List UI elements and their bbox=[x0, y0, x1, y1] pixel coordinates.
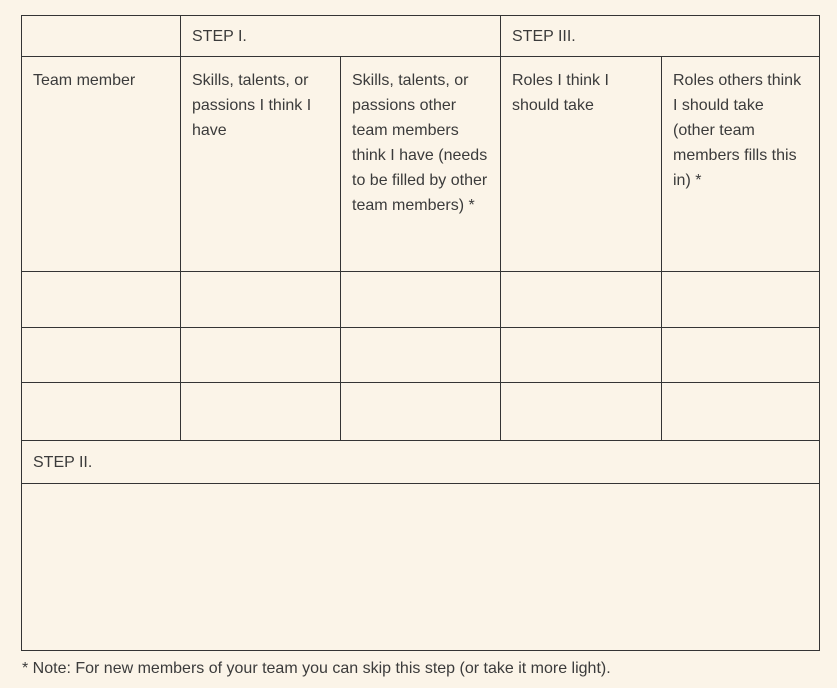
entry-cell-skills-others[interactable] bbox=[341, 328, 501, 383]
entry-cell-roles-others[interactable] bbox=[662, 328, 820, 383]
entry-cell-roles-self[interactable] bbox=[501, 272, 662, 328]
footnote: * Note: For new members of your team you can skip this step (or take it more light). bbox=[22, 660, 611, 677]
entry-cell-member[interactable] bbox=[22, 383, 181, 441]
step-band-row bbox=[22, 16, 820, 57]
entry-cell-roles-others[interactable] bbox=[662, 272, 820, 328]
column-header-team-member: Team member bbox=[22, 57, 181, 272]
entry-cell-skills-self[interactable] bbox=[181, 272, 341, 328]
step2-band-row bbox=[22, 441, 820, 484]
entry-cell-roles-self[interactable] bbox=[501, 383, 662, 441]
column-header-roles-others: Roles others think I should take (other team members fills this in) * bbox=[662, 57, 820, 272]
entry-cell-roles-self[interactable] bbox=[501, 328, 662, 383]
entry-cell-member[interactable] bbox=[22, 328, 181, 383]
entry-cell-skills-self[interactable] bbox=[181, 383, 341, 441]
step2-header: STEP II. bbox=[22, 441, 820, 484]
worksheet-table bbox=[21, 15, 820, 651]
step2-area-row bbox=[22, 484, 820, 651]
column-header-roles-self: Roles I think I should take bbox=[501, 57, 662, 272]
column-header-row bbox=[22, 57, 820, 272]
step1-header: STEP I. bbox=[181, 16, 501, 57]
step2-answer-area[interactable] bbox=[22, 484, 820, 651]
entry-cell-member[interactable] bbox=[22, 272, 181, 328]
corner-cell bbox=[22, 16, 181, 57]
entry-cell-skills-others[interactable] bbox=[341, 383, 501, 441]
entry-row-1 bbox=[22, 272, 820, 328]
step3-header: STEP III. bbox=[501, 16, 820, 57]
entry-cell-roles-others[interactable] bbox=[662, 383, 820, 441]
entry-row-2 bbox=[22, 328, 820, 383]
entry-cell-skills-others[interactable] bbox=[341, 272, 501, 328]
column-header-skills-others: Skills, talents, or passions other team members think I have (needs to be filled by other team members) * bbox=[341, 57, 501, 272]
entry-row-3 bbox=[22, 383, 820, 441]
entry-cell-skills-self[interactable] bbox=[181, 328, 341, 383]
column-header-skills-self: Skills, talents, or passions I think I have bbox=[181, 57, 341, 272]
